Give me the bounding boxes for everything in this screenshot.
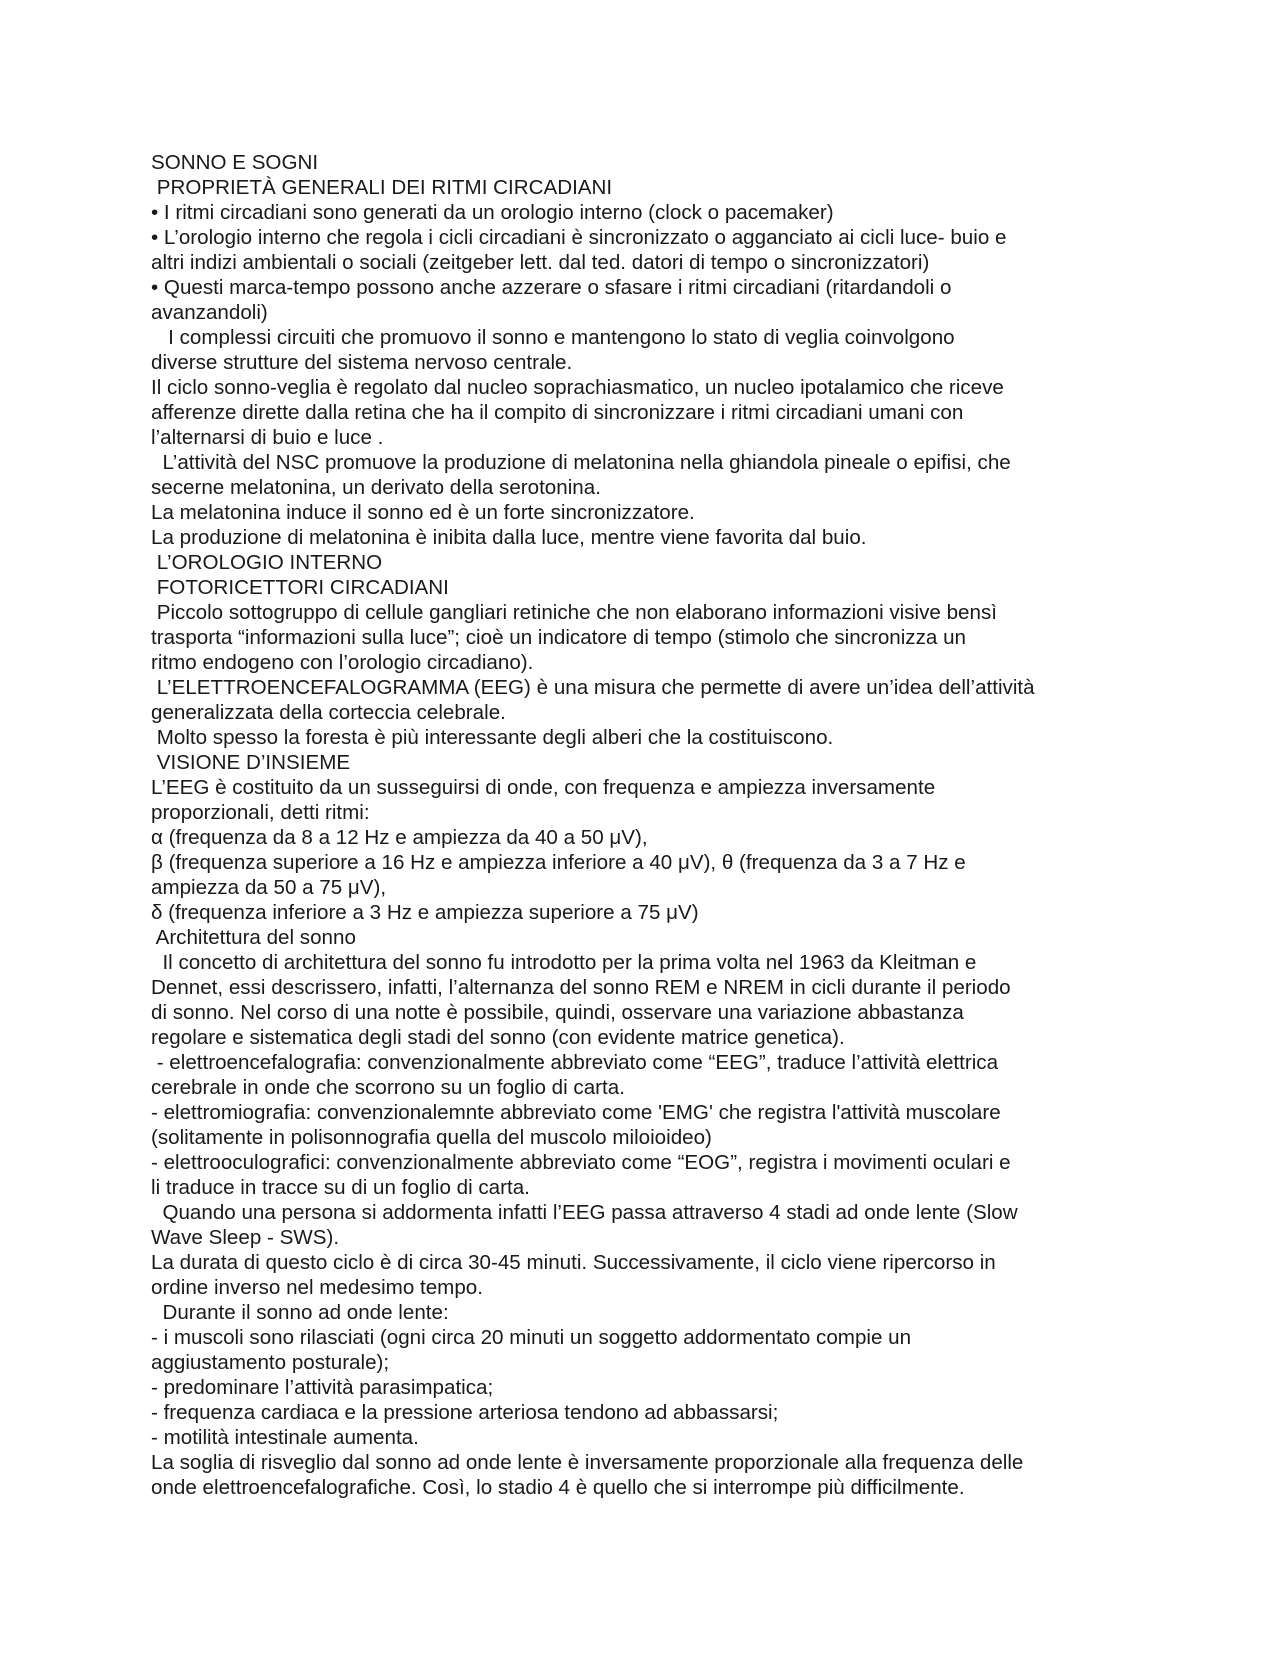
- document-title: SONNO E SOGNI: [151, 151, 319, 174]
- text-line: avanzandoli): [151, 301, 268, 324]
- text-line: Piccolo sottogruppo di cellule gangliari retiniche che non elaborano informazioni visive bensì: [151, 601, 997, 624]
- section-heading: VISIONE D’INSIEME: [151, 751, 351, 774]
- text-line: - elettroencefalografia: convenzionalmente abbreviato come “EEG”, traduce l’attività elettrica: [151, 1051, 999, 1074]
- text-line: α (frequenza da 8 a 12 Hz e ampiezza da 40 a 50 μV),: [151, 826, 648, 849]
- text-line: - predominare l’attività parasimpatica;: [151, 1376, 494, 1399]
- text-line: - elettrooculografici: convenzionalmente abbreviato come “EOG”, registra i movimenti oculari e: [151, 1151, 1011, 1174]
- text-line: - motilità intestinale aumenta.: [151, 1426, 419, 1449]
- text-line: trasporta “informazioni sulla luce”; cioè un indicatore di tempo (stimolo che sincronizza un: [151, 626, 966, 649]
- text-line: L’EEG è costituito da un susseguirsi di onde, con frequenza e ampiezza inversamente: [151, 776, 936, 799]
- text-line: La soglia di risveglio dal sonno ad onde lente è inversamente proporzionale alla frequenza delle: [151, 1451, 1024, 1474]
- text-line: La durata di questo ciclo è di circa 30-45 minuti. Successivamente, il ciclo viene ripercorso in: [151, 1251, 996, 1274]
- text-line: Durante il sonno ad onde lente:: [151, 1301, 449, 1324]
- text-line: Il concetto di architettura del sonno fu introdotto per la prima volta nel 1963 da Kleitman e: [151, 951, 977, 974]
- document-page: [151, 150, 1141, 1500]
- text-line: regolare e sistematica degli stadi del sonno (con evidente matrice genetica).: [151, 1026, 845, 1049]
- text-line: ordine inverso nel medesimo tempo.: [151, 1276, 483, 1299]
- text-line: Quando una persona si addormenta infatti l’EEG passa attraverso 4 stadi ad onde lente (Slow: [151, 1201, 1018, 1224]
- text-line: proporzionali, detti ritmi:: [151, 801, 370, 824]
- text-line: Dennet, essi descrissero, infatti, l’alternanza del sonno REM e NREM in cicli durante il periodo: [151, 976, 1011, 999]
- text-line: L’ELETTROENCEFALOGRAMMA (EEG) è una misura che permette di avere un’idea dell’attività: [151, 676, 1035, 699]
- text-line: l’alternarsi di buio e luce .: [151, 426, 384, 449]
- text-line: Il ciclo sonno-veglia è regolato dal nucleo soprachiasmatico, un nucleo ipotalamico che riceve: [151, 376, 1004, 399]
- text-line: La melatonina induce il sonno ed è un forte sincronizzatore.: [151, 501, 695, 524]
- text-line: β (frequenza superiore a 16 Hz e ampiezza inferiore a 40 μV), θ (frequenza da 3 a 7 Hz e: [151, 851, 966, 874]
- text-line: δ (frequenza inferiore a 3 Hz e ampiezza superiore a 75 μV): [151, 901, 699, 924]
- text-line: aggiustamento posturale);: [151, 1351, 390, 1374]
- text-line: onde elettroencefalografiche. Così, lo stadio 4 è quello che si interrompe più difficilmente.: [151, 1476, 965, 1499]
- text-line: cerebrale in onde che scorrono su un foglio di carta.: [151, 1076, 625, 1099]
- text-line: I complessi circuiti che promuovo il sonno e mantengono lo stato di veglia coinvolgono: [151, 326, 955, 349]
- text-line: • L’orologio interno che regola i cicli circadiani è sincronizzato o agganciato ai cicli luce- buio e: [151, 226, 1007, 249]
- text-line: La produzione di melatonina è inibita dalla luce, mentre viene favorita dal buio.: [151, 526, 867, 549]
- text-line: li traduce in tracce su di un foglio di carta.: [151, 1176, 530, 1199]
- text-line: L’attività del NSC promuove la produzione di melatonina nella ghiandola pineale o epifisi, che: [151, 451, 1011, 474]
- section-heading: PROPRIETÀ GENERALI DEI RITMI CIRCADIANI: [151, 176, 613, 199]
- text-line: secerne melatonina, un derivato della serotonina.: [151, 476, 601, 499]
- section-heading: L’OROLOGIO INTERNO: [151, 551, 383, 574]
- text-line: - i muscoli sono rilasciati (ogni circa 20 minuti un soggetto addormentato compie un: [151, 1326, 912, 1349]
- text-line: Molto spesso la foresta è più interessante degli alberi che la costituiscono.: [151, 726, 834, 749]
- text-line: ampiezza da 50 a 75 μV),: [151, 876, 387, 899]
- text-line: • Questi marca-tempo possono anche azzerare o sfasare i ritmi circadiani (ritardandoli o: [151, 276, 952, 299]
- text-line: diverse strutture del sistema nervoso centrale.: [151, 351, 573, 374]
- text-line: ritmo endogeno con l’orologio circadiano).: [151, 651, 534, 674]
- text-line: - elettromiografia: convenzionalemnte abbreviato come 'EMG' che registra l'attività muscolare: [151, 1101, 1001, 1124]
- text-line: Wave Sleep - SWS).: [151, 1226, 340, 1249]
- text-line: - frequenza cardiaca e la pressione arteriosa tendono ad abbassarsi;: [151, 1401, 779, 1424]
- text-line: altri indizi ambientali o sociali (zeitgeber lett. dal ted. datori di tempo o sincronizzatori): [151, 251, 930, 274]
- text-line: afferenze dirette dalla retina che ha il compito di sincronizzare i ritmi circadiani umani con: [151, 401, 964, 424]
- text-line: di sonno. Nel corso di una notte è possibile, quindi, osservare una variazione abbastanza: [151, 1001, 964, 1024]
- section-heading: Architettura del sonno: [151, 926, 356, 949]
- text-line: generalizzata della corteccia celebrale.: [151, 701, 506, 724]
- text-line: (solitamente in polisonnografia quella del muscolo miloioideo): [151, 1126, 712, 1149]
- section-heading: FOTORICETTORI CIRCADIANI: [151, 576, 449, 599]
- text-line: • I ritmi circadiani sono generati da un orologio interno (clock o pacemaker): [151, 201, 834, 224]
